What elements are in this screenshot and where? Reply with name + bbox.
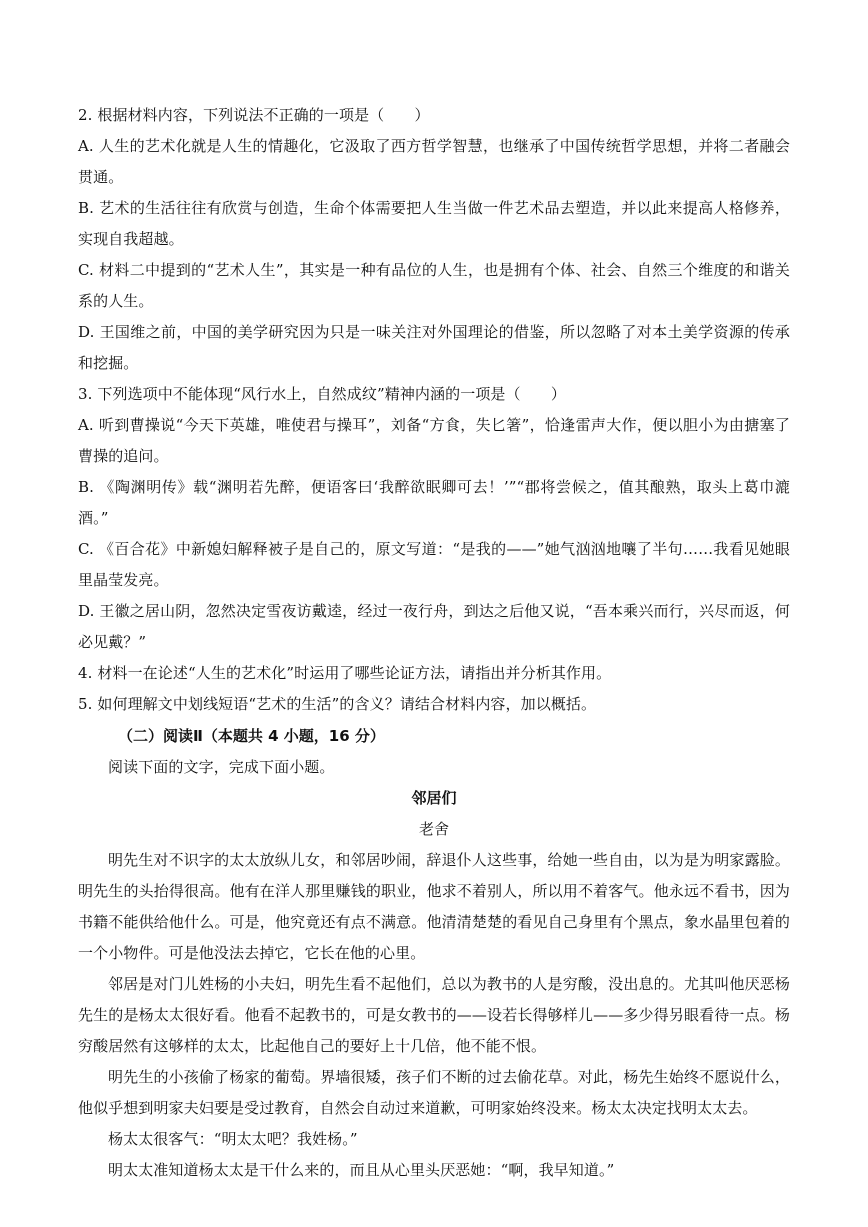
document-content [78,100,790,1186]
passage-paragraph: 明太太准知道杨太太是干什么来的，而且从心里头厌恶她：“啊，我早知道。” [108,1161,615,1179]
question-3-option-c: C. 《百合花》中新媳妇解释被子是自己的，原文写道：“是我的——”她气汹汹地嚷了半句……我看见她眼里晶莹发亮。 [78,540,790,589]
passage-paragraph: 明先生的小孩偷了杨家的葡萄。界墙很矮，孩子们不断的过去偷花草。对此，杨先生始终不愿说什么，他似乎想到明家夫妇要是受过教育，自然会自动过来道歉，可明家始终没来。杨太太决定找明太太去。 [78,1068,790,1117]
passage-paragraph: 邻居是对门儿姓杨的小夫妇，明先生看不起他们，总以为教书的人是穷酸，没出息的。尤其叫他厌恶杨先生的是杨太太很好看。他看不起教书的，可是女教书的——设若长得够样儿——多少得另眼看待一点。杨穷酸居然有这够样的太太，比起他自己的要好上十几倍，他不能不恨。 [78,975,790,1055]
question-3-stem: 3. 下列选项中不能体现“风行水上，自然成纹”精神内涵的一项是（ ） [78,385,566,403]
passage-paragraph: 明先生对不识字的太太放纵儿女，和邻居吵闹，辞退仆人这些事，给她一些自由，以为是为明家露脸。明先生的头抬得很高。他有在洋人那里赚钱的职业，他求不着别人，所以用不着客气。他永远不看书，因为书籍不能供给他什么。可是，他究竟还有点不满意。他清清楚楚的看见自己身里有个黑点，象水晶里包着的一个小物件。可是他没法去掉它，它长在他的心里。 [78,851,790,962]
question-2-option-c: C. 材料二中提到的“艺术人生”，其实是一种有品位的人生，也是拥有个体、社会、自然三个维度的和谐关系的人生。 [78,261,790,310]
question-4: 4. 材料一在论述“人生的艺术化”时运用了哪些论证方法，请指出并分析其作用。 [78,664,612,682]
question-3-option-a: A. 听到曹操说“今天下英雄，唯使君与操耳”，刘备“方食，失匕箸”，恰逢雷声大作，便以胆小为由搪塞了曹操的追问。 [78,416,790,465]
question-2-stem: 2. 根据材料内容，下列说法不正确的一项是（ ） [78,106,430,124]
question-5: 5. 如何理解文中划线短语“艺术的生活”的含义？请结合材料内容，加以概括。 [78,695,597,713]
passage-author: 老舍 [418,820,449,838]
question-2-option-b: B. 艺术的生活往往有欣赏与创造，生命个体需要把人生当做一件艺术品去塑造，并以此来提高人格修养，实现自我超越。 [78,199,790,248]
question-3-option-d: D. 王徽之居山阴，忽然决定雪夜访戴逵，经过一夜行舟，到达之后他又说，“吾本乘兴而行，兴尽而返，何必见戴？” [78,602,790,651]
reading-instruction: 阅读下面的文字，完成下面小题。 [108,758,335,776]
section-heading: （二）阅读Ⅱ（本题共 4 小题，16 分） [118,727,385,745]
passage-paragraph: 杨太太很客气：“明太太吧？我姓杨。” [108,1130,358,1148]
question-2-option-a: A. 人生的艺术化就是人生的情趣化，它汲取了西方哲学智慧，也继承了中国传统哲学思想，并将二者融会贯通。 [78,137,790,186]
passage-title: 邻居们 [411,789,457,807]
question-2-option-d: D. 王国维之前，中国的美学研究因为只是一味关注对外国理论的借鉴，所以忽略了对本土美学资源的传承和挖掘。 [78,323,790,372]
question-3-option-b: B. 《陶渊明传》载“渊明若先醉，便语客曰‘我醉欲眠卿可去！’”“郡将尝候之，值其酿熟，取头上葛巾漉酒。” [78,478,790,527]
